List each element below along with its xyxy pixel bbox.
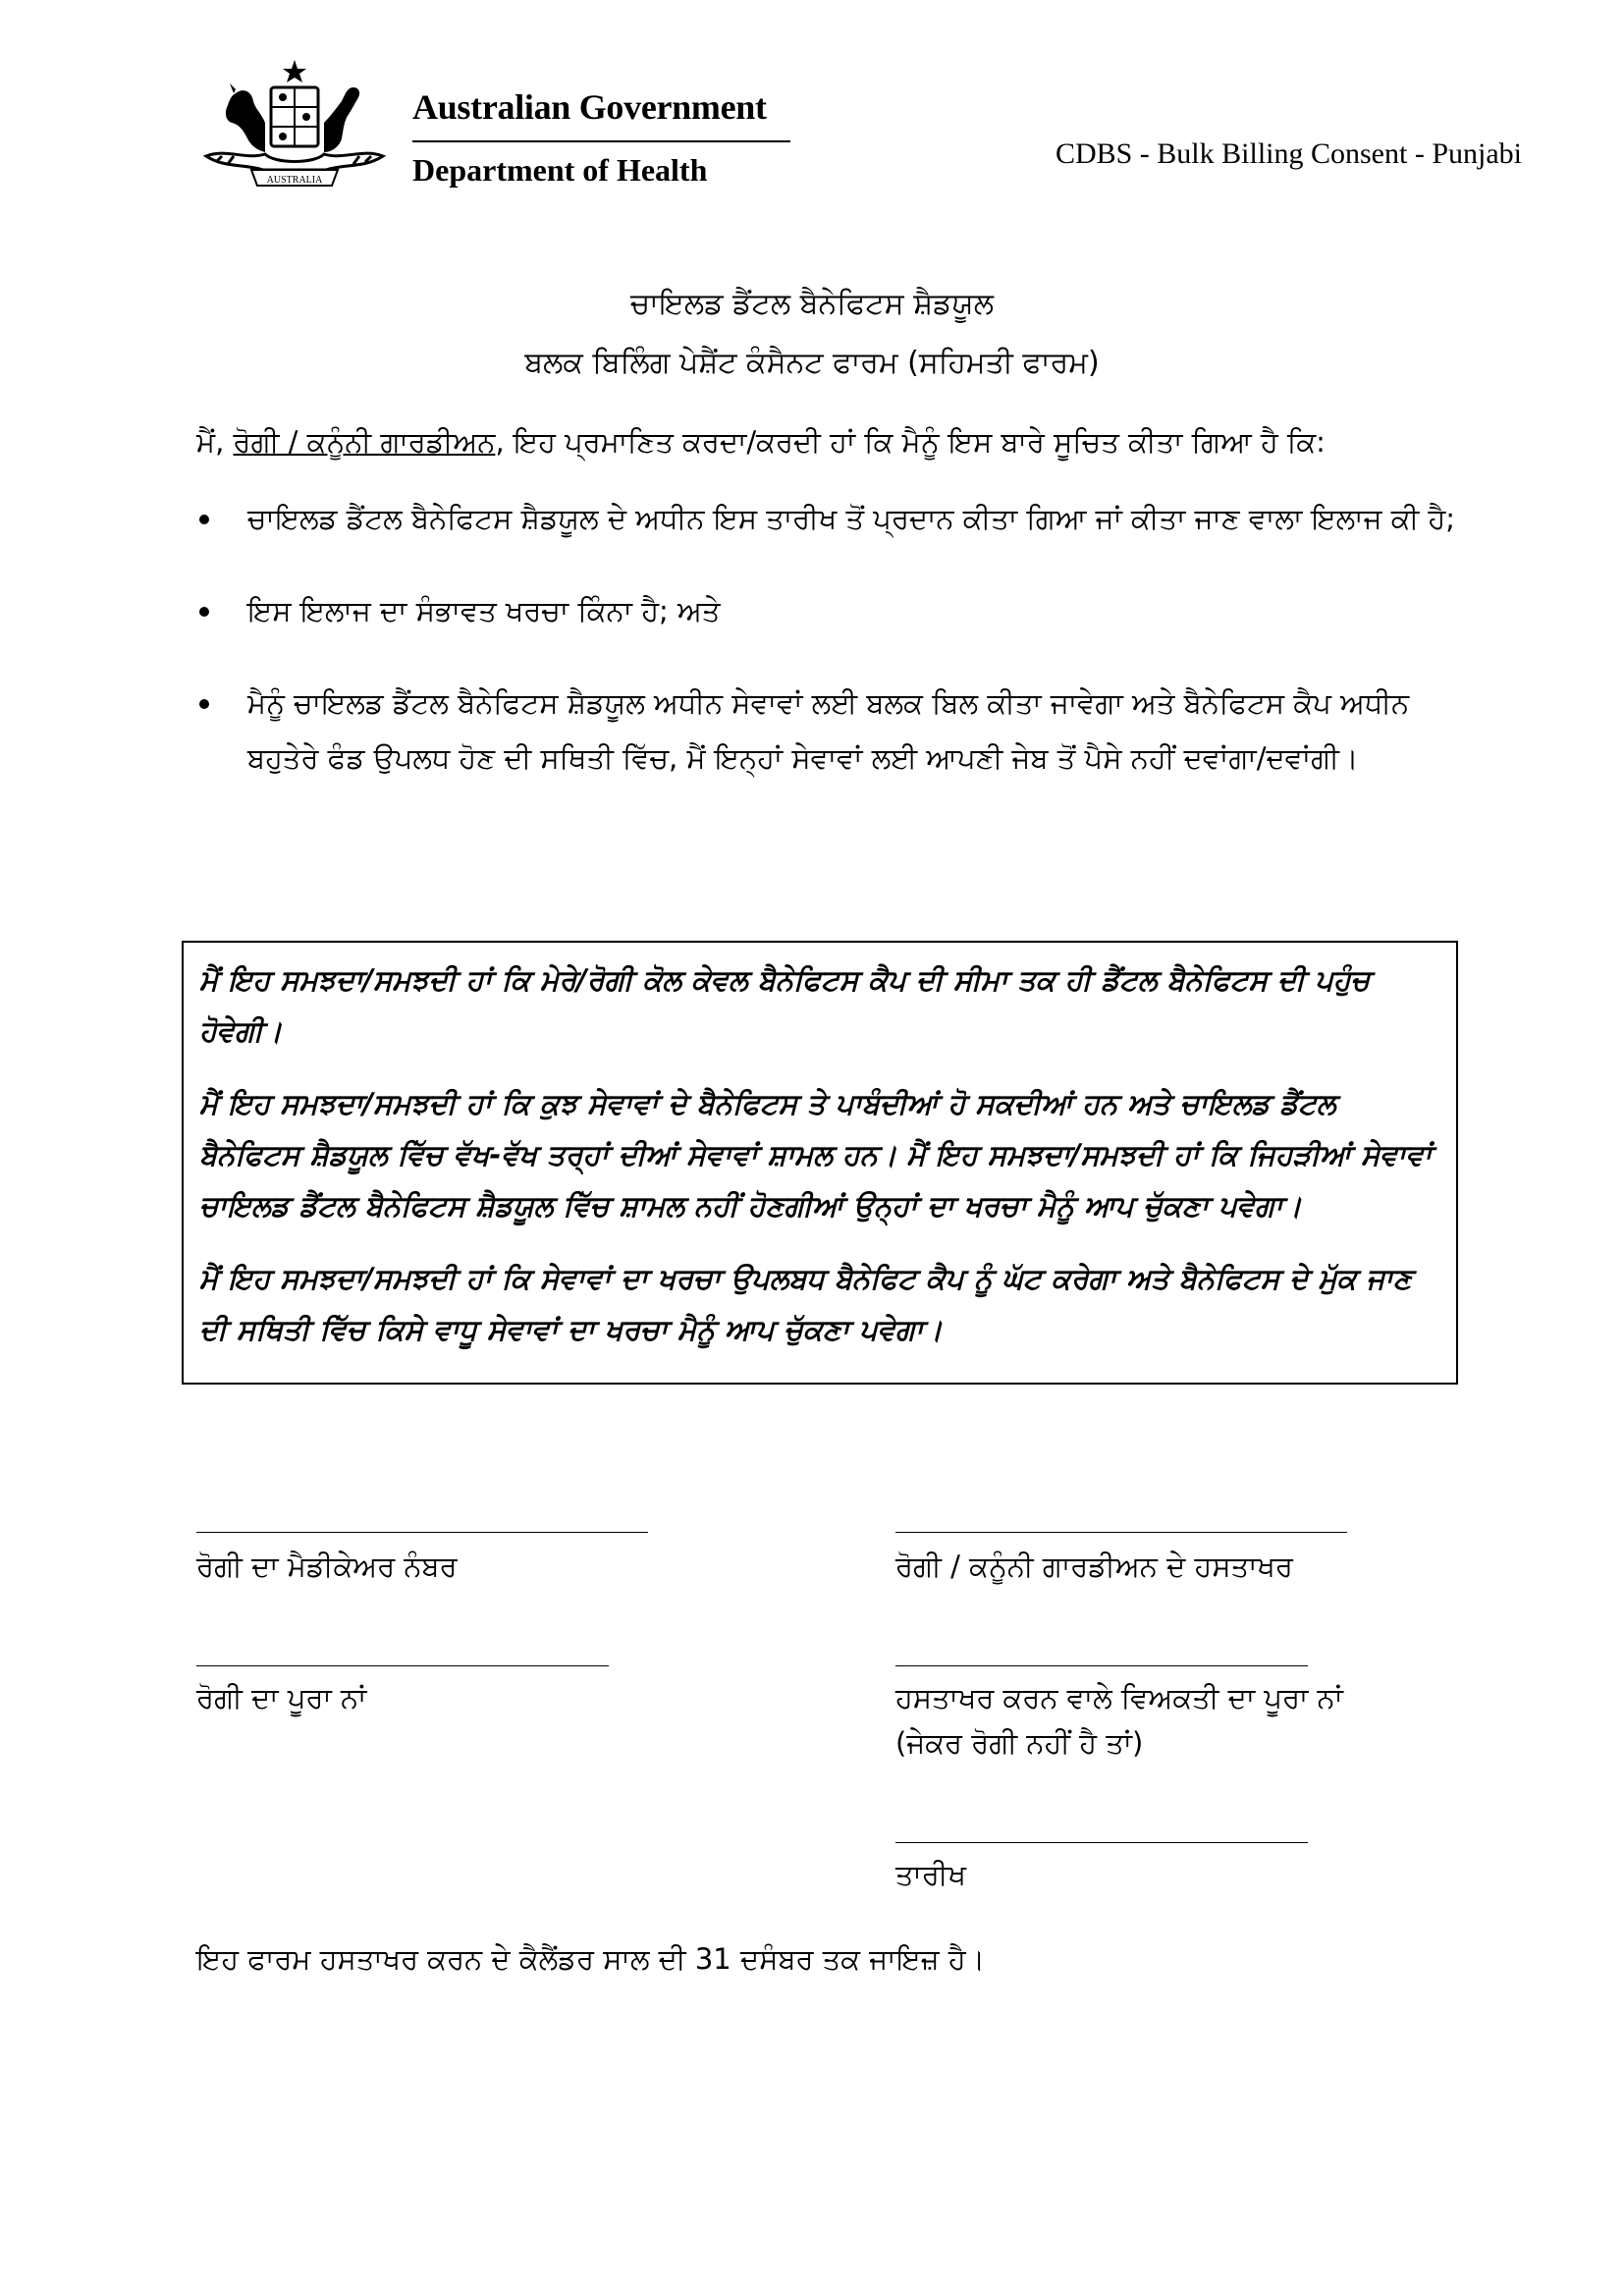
signer-name-label: ਹਸਤਾਖਰ ਕਰਨ ਵਾਲੇ ਵਿਅਕਤੀ ਦਾ ਪੂਰਾ ਨਾਂ bbox=[895, 1681, 1343, 1714]
bullet-icon bbox=[199, 515, 209, 524]
list-item-text: ਇਸ ਇਲਾਜ ਦਾ ਸੰਭਾਵਤ ਖਰਚਾ ਕਿੰਨਾ ਹੈ; ਅਤੇ bbox=[247, 594, 721, 627]
signer-name-note: (ਜੇਕਰ ਰੋਗੀ ਨਹੀਂ ਹੈ ਤਾਂ) bbox=[895, 1726, 1144, 1760]
header-divider bbox=[412, 140, 790, 142]
org-name: Australian Government bbox=[412, 87, 767, 127]
intro-role: ਰੋਗੀ / ਕਨੂੰਨੀ ਗਾਰਡੀਅਨ bbox=[233, 425, 496, 459]
acknowledgement-box bbox=[182, 941, 1458, 1385]
intro-prefix: ਮੈਂ, bbox=[196, 425, 234, 459]
medicare-number-label: ਰੋਗੀ ਦਾ ਮੈਡੀਕੇਅਰ ਨੰਬਰ bbox=[196, 1550, 458, 1583]
intro-statement bbox=[196, 412, 1463, 471]
date-field[interactable] bbox=[895, 1842, 1308, 1843]
coat-of-arms-logo bbox=[196, 54, 393, 191]
list-item-text: ਮੈਨੂੰ ਚਾਇਲਡ ਡੈਂਟਲ ਬੈਨੇਫਿਟਸ ਸ਼ੈਡਯੂਲ ਅਧੀਨ ਸੇਵਾਵਾਂ ਲਈ ਬਲਕ ਬਿਲ ਕੀਤਾ ਜਾਵੇਗਾ ਅਤੇ ਬੈਨੇਫਿਟਸ ਕੈਪ ਅਧੀਨ ਬਹੁਤੇਰੇ ਫੰਡ ਉਪਲਧ ਹੋਣ ਦੀ ਸਥਿਤੀ ਵਿੱਚ, ਮੈਂ ਇਨ੍ਹਾਂ ਸੇਵਾਵਾਂ ਲਈ ਆਪਣੀ ਜੇਬ ਤੋਂ ਪੈਸੇ ਨਹੀਂ ਦਵਾਂਗਾ/ਦਵਾਂਗੀ। bbox=[247, 686, 1410, 775]
list-item-text: ਚਾਇਲਡ ਡੈਂਟਲ ਬੈਨੇਫਿਟਸ ਸ਼ੈਡਯੂਲ ਦੇ ਅਧੀਨ ਇਸ ਤਾਰੀਖ ਤੋਂ ਪ੍ਰਦਾਨ ਕੀਤਾ ਗਿਆ ਜਾਂ ਕੀਤਾ ਜਾਣ ਵਾਲਾ ਇਲਾਜ ਕੀ ਹੈ; bbox=[247, 502, 1456, 535]
validity-note: ਇਹ ਫਾਰਮ ਹਸਤਾਖਰ ਕਰਨ ਦੇ ਕੈਲੈਂਡਰ ਸਾਲ ਦੀ 31 ਦਸੰਬਰ ਤਕ ਜਾਇਜ਼ ਹੈ। bbox=[196, 1942, 986, 1976]
informed-list bbox=[196, 491, 1463, 823]
svg-text:AUSTRALIA: AUSTRALIA bbox=[266, 175, 323, 186]
acknowledgement-paragraph: ਮੈਂ ਇਹ ਸਮਝਦਾ/ਸਮਝਦੀ ਹਾਂ ਕਿ ਮੇਰੇ/ਰੋਗੀ ਕੋਲ ਕੇਵਲ ਬੈਨੇਫਿਟਸ ਕੈਪ ਦੀ ਸੀਮਾ ਤਕ ਹੀ ਡੈਂਟਲ ਬੈਨੇਫਿਟਸ ਦੀ ਪਹੁੰਚ ਹੋਵੇਗੀ। bbox=[199, 963, 1371, 1048]
date-label: ਤਾਰੀਖ bbox=[895, 1858, 966, 1891]
form-title-line-1: ਚਾਇਲਡ ਡੈਂਟਲ ਬੈਨੇਫਿਟਸ ਸ਼ੈਡਯੂਲ bbox=[630, 287, 994, 321]
bullet-icon bbox=[199, 607, 209, 617]
medicare-number-field[interactable] bbox=[196, 1532, 648, 1533]
list-item bbox=[196, 583, 1463, 638]
list-item bbox=[196, 676, 1463, 786]
list-item bbox=[196, 491, 1463, 546]
form-title-line-2: ਬਲਕ ਬਿਲਿੰਗ ਪੇਸ਼ੈਂਟ ਕੰਸੈਨਟ ਫਾਰਮ (ਸਹਿਮਤੀ ਫਾਰਮ) bbox=[524, 346, 1100, 380]
signer-name-field[interactable] bbox=[895, 1665, 1308, 1666]
patient-name-field[interactable] bbox=[196, 1665, 609, 1666]
patient-name-label: ਰੋਗੀ ਦਾ ਪੂਰਾ ਨਾਂ bbox=[196, 1681, 367, 1714]
bullet-icon bbox=[199, 699, 209, 709]
guardian-signature-label: ਰੋਗੀ / ਕਨੂੰਨੀ ਗਾਰਡੀਅਨ ਦੇ ਹਸਤਾਖਰ bbox=[895, 1550, 1293, 1583]
acknowledgement-paragraph: ਮੈਂ ਇਹ ਸਮਝਦਾ/ਸਮਝਦੀ ਹਾਂ ਕਿ ਸੇਵਾਵਾਂ ਦਾ ਖਰਚਾ ਉਪਲਬਧ ਬੈਨੇਫਿਟ ਕੈਪ ਨੂੰ ਘੱਟ ਕਰੇਗਾ ਅਤੇ ਬੈਨੇਫਿਟਸ ਦੇ ਮੁੱਕ ਜਾਣ ਦੀ ਸਥਿਤੀ ਵਿੱਚ ਕਿਸੇ ਵਾਧੂ ਸੇਵਾਵਾਂ ਦਾ ਖਰਚਾ ਮੈਨੂੰ ਆਪ ਚੁੱਕਣਾ ਪਵੇਗਾ। bbox=[199, 1262, 1412, 1346]
intro-suffix: , ਇਹ ਪ੍ਰਮਾਣਿਤ ਕਰਦਾ/ਕਰਦੀ ਹਾਂ ਕਿ ਮੈਨੂੰ ਇਸ ਬਾਰੇ ਸੂਚਿਤ ਕੀਤਾ ਗਿਆ ਹੈ ਕਿ: bbox=[495, 425, 1326, 459]
department-name: Department of Health bbox=[412, 152, 708, 188]
guardian-signature-field[interactable] bbox=[895, 1532, 1347, 1533]
document-code: CDBS - Bulk Billing Consent - Punjabi bbox=[1055, 137, 1522, 170]
acknowledgement-paragraph: ਮੈਂ ਇਹ ਸਮਝਦਾ/ਸਮਝਦੀ ਹਾਂ ਕਿ ਕੁਝ ਸੇਵਾਵਾਂ ਦੇ ਬੈਨੇਫਿਟਸ ਤੇ ਪਾਬੰਦੀਆਂ ਹੋ ਸਕਦੀਆਂ ਹਨ ਅਤੇ ਚਾਇਲਡ ਡੈਂਟਲ ਬੈਨੇਫਿਟਸ ਸ਼ੈਡਯੂਲ ਵਿੱਚ ਵੱਖ-ਵੱਖ ਤਰ੍ਹਾਂ ਦੀਆਂ ਸੇਵਾਵਾਂ ਸ਼ਾਮਲ ਹਨ। ਮੈਂ ਇਹ ਸਮਝਦਾ/ਸਮਝਦੀ ਹਾਂ ਕਿ ਜਿਹੜੀਆਂ ਸੇਵਾਵਾਂ ਚਾਇਲਡ ਡੈਂਟਲ ਬੈਨੇਫਿਟਸ ਸ਼ੈਡਯੂਲ ਵਿੱਚ ਸ਼ਾਮਲ ਨਹੀਂ ਹੋਣਗੀਆਂ ਉਨ੍ਹਾਂ ਦਾ ਖਰਚਾ ਮੈਨੂੰ ਆਪ ਚੁੱਕਣਾ ਪਵੇਗਾ। bbox=[199, 1087, 1433, 1223]
